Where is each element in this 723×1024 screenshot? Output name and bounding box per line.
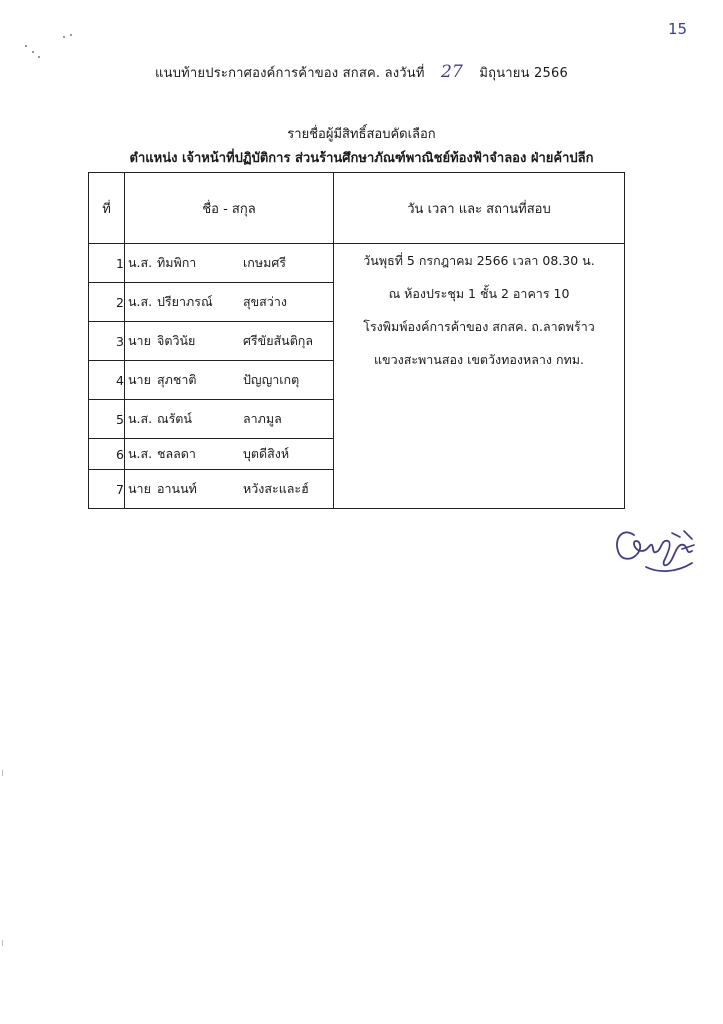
row-name (125, 322, 334, 361)
attachment-header (0, 62, 723, 83)
handwritten-signature (612, 515, 698, 577)
row-name (125, 244, 334, 283)
row-number: 2 (89, 283, 125, 322)
last-name: หวังสะและฮ์ (243, 481, 309, 496)
row-number: 3 (89, 322, 125, 361)
last-name: บุตดีสิงห์ (243, 446, 290, 461)
last-name: เกษมศรี (243, 255, 286, 270)
list-title: รายชื่อผู้มีสิทธิ์สอบคัดเลือก (287, 127, 436, 142)
first-name: จิตวินัย (157, 333, 196, 348)
schedule-address: แขวงสะพานสอง เขตวังทองหลาง กทม. (373, 352, 584, 367)
header-no: ที่ (89, 173, 125, 244)
name-prefix: น.ส. (128, 411, 153, 426)
name-prefix: น.ส. (128, 255, 153, 270)
first-name: ปรียาภรณ์ (157, 294, 213, 309)
exam-schedule (334, 244, 625, 509)
handwritten-day: 27 (440, 62, 464, 82)
row-number: 7 (89, 470, 125, 509)
last-name: ลาภมูล (243, 411, 282, 426)
scan-speck (25, 45, 27, 47)
header-name: ชื่อ - สกุล (125, 173, 334, 244)
name-prefix: น.ส. (128, 446, 153, 461)
name-prefix: น.ส. (128, 294, 153, 309)
row-number: 4 (89, 361, 125, 400)
header-prefix: แนบท้ายประกาศองค์การค้าของ สกสค. ลงวันที่ (155, 66, 425, 81)
row-number: 5 (89, 400, 125, 439)
page-number: 15 (668, 20, 688, 38)
last-name: ศรีขัยสันติกุล (243, 333, 314, 348)
name-prefix: นาย (128, 481, 151, 496)
last-name: ปัญญาเกตุ (243, 372, 300, 387)
scan-speck (38, 56, 40, 58)
scan-mark (2, 940, 3, 946)
row-name (125, 283, 334, 322)
position-title: ตำแหน่ง เจ้าหน้าที่ปฏิบัติการ ส่วนร้านศึกษาภัณฑ์พาณิชย์ท้องฟ้าจำลอง ฝ่ายค้าปลีก (129, 151, 594, 166)
first-name: ณรัตน์ (157, 411, 192, 426)
header-schedule: วัน เวลา และ สถานที่สอบ (334, 173, 625, 244)
first-name: สุภชาติ (157, 372, 197, 387)
row-name (125, 470, 334, 509)
first-name: ทิมพิกา (157, 255, 197, 270)
name-prefix: นาย (128, 333, 151, 348)
candidate-table (88, 172, 625, 509)
name-prefix: นาย (128, 372, 151, 387)
scan-mark (2, 770, 3, 776)
table-row (89, 244, 625, 283)
first-name: ชลลดา (157, 446, 196, 461)
schedule-room: ณ ห้องประชุม 1 ชั้น 2 อาคาร 10 (388, 286, 570, 301)
schedule-venue: โรงพิมพ์องค์การค้าของ สกสค. ถ.ลาดพร้าว (363, 319, 595, 334)
schedule-date-time: วันพุธที่ 5 กรกฎาคม 2566 เวลา 08.30 น. (363, 253, 595, 268)
last-name: สุขสว่าง (243, 294, 287, 309)
scan-speck (70, 34, 72, 36)
row-name (125, 400, 334, 439)
scan-speck (63, 36, 65, 38)
first-name: อานนท์ (157, 481, 197, 496)
header-month-year: มิถุนายน 2566 (479, 66, 568, 81)
row-number: 6 (89, 439, 125, 470)
scan-speck (32, 51, 34, 53)
row-name (125, 439, 334, 470)
table-header-row (89, 173, 625, 244)
row-number: 1 (89, 244, 125, 283)
row-name (125, 361, 334, 400)
